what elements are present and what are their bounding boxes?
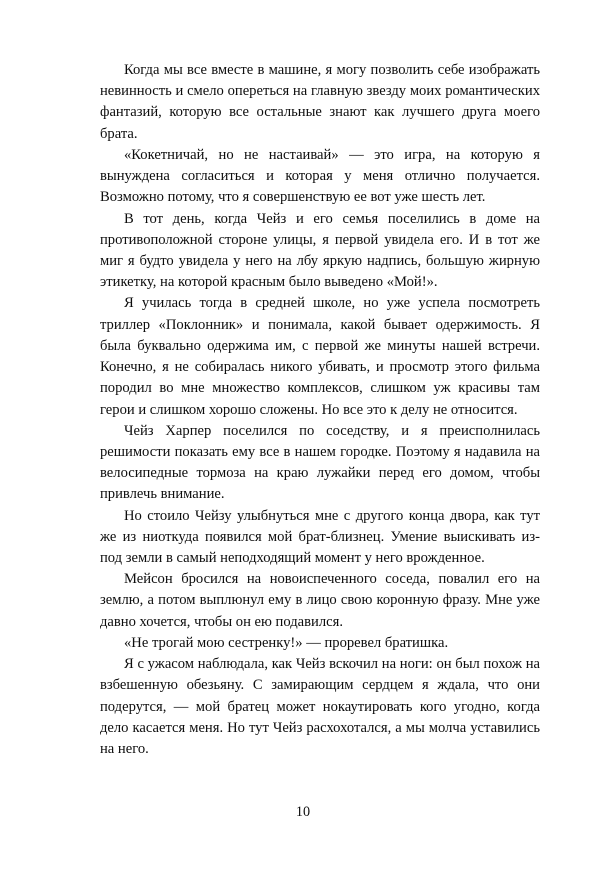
paragraph-7: Мейсон бросился на новоиспеченного соседа, повалил его на землю, а потом выплюнул ему в лицо свою коронную фразу. Мне уже давно хочется, чтобы он ею подавился. bbox=[100, 571, 540, 630]
paragraph-6: Но стоило Чейзу улыбнуться мне с другого конца двора, как тут же из ниоткуда появился мой брат-близнец. Умение выискивать из-под земли в самый неподходящий момент у него врожденное. bbox=[100, 507, 540, 567]
paragraph-3: В тот день, когда Чейз и его семья поселились в доме на противоположной стороне улицы, я первой увидела его. И в тот же миг я будто увидела у него на лбу яркую надпись, большую жирную этикетку, на которой красным было выведено «Мой!». bbox=[100, 210, 540, 291]
page-number: 10 bbox=[295, 804, 311, 820]
page-body-text bbox=[100, 60, 540, 760]
paragraph-2: «Кокетничай, но не настаивай» — это игра, на которую я вынуждена согласиться и которая у меня отлично получается. Возможно потому, что я совершенствую ее вот уже шесть лет. bbox=[100, 146, 540, 206]
paragraph-9: Я с ужасом наблюдала, как Чейз вскочил на ноги: он был похож на взбешенную обезьяну. С замирающим сердцем я ждала, что они подерутся, — мой братец может нокаутировать кого угодно, когда дело касается меня. Но тут Чейз расхохотался, а мы молча уставились на него. bbox=[100, 656, 540, 757]
paragraph-4: Я училась тогда в средней школе, но уже успела посмотреть триллер «Поклонник» и понимала, какой бывает одержимость. Я была буквально одержима им, с первой же минуты нашей встречи. Конечно, я не собиралась никого убивать, и просмотр этого фильма породил во мне множество комплексов, слишком уж красивы там герои и слишком хорошо сложены. Но все это к делу не относится. bbox=[100, 295, 540, 418]
paragraph-1: Когда мы все вместе в машине, я могу позволить себе изображать невинность и смело опереться на главную звезду моих романтических фантазий, которую все остальные знают как лучшего друга моего брата. bbox=[100, 62, 540, 142]
paragraph-5: Чейз Харпер поселился по соседству, и я преисполнилась решимости показать ему все в нашем городке. Поэтому я надавила на велосипедные тормоза на краю лужайки перед его домом, чтобы привлечь внимание. bbox=[100, 422, 540, 503]
paragraph-8: «Не трогай мою сестренку!» — проревел братишка. bbox=[124, 634, 449, 651]
